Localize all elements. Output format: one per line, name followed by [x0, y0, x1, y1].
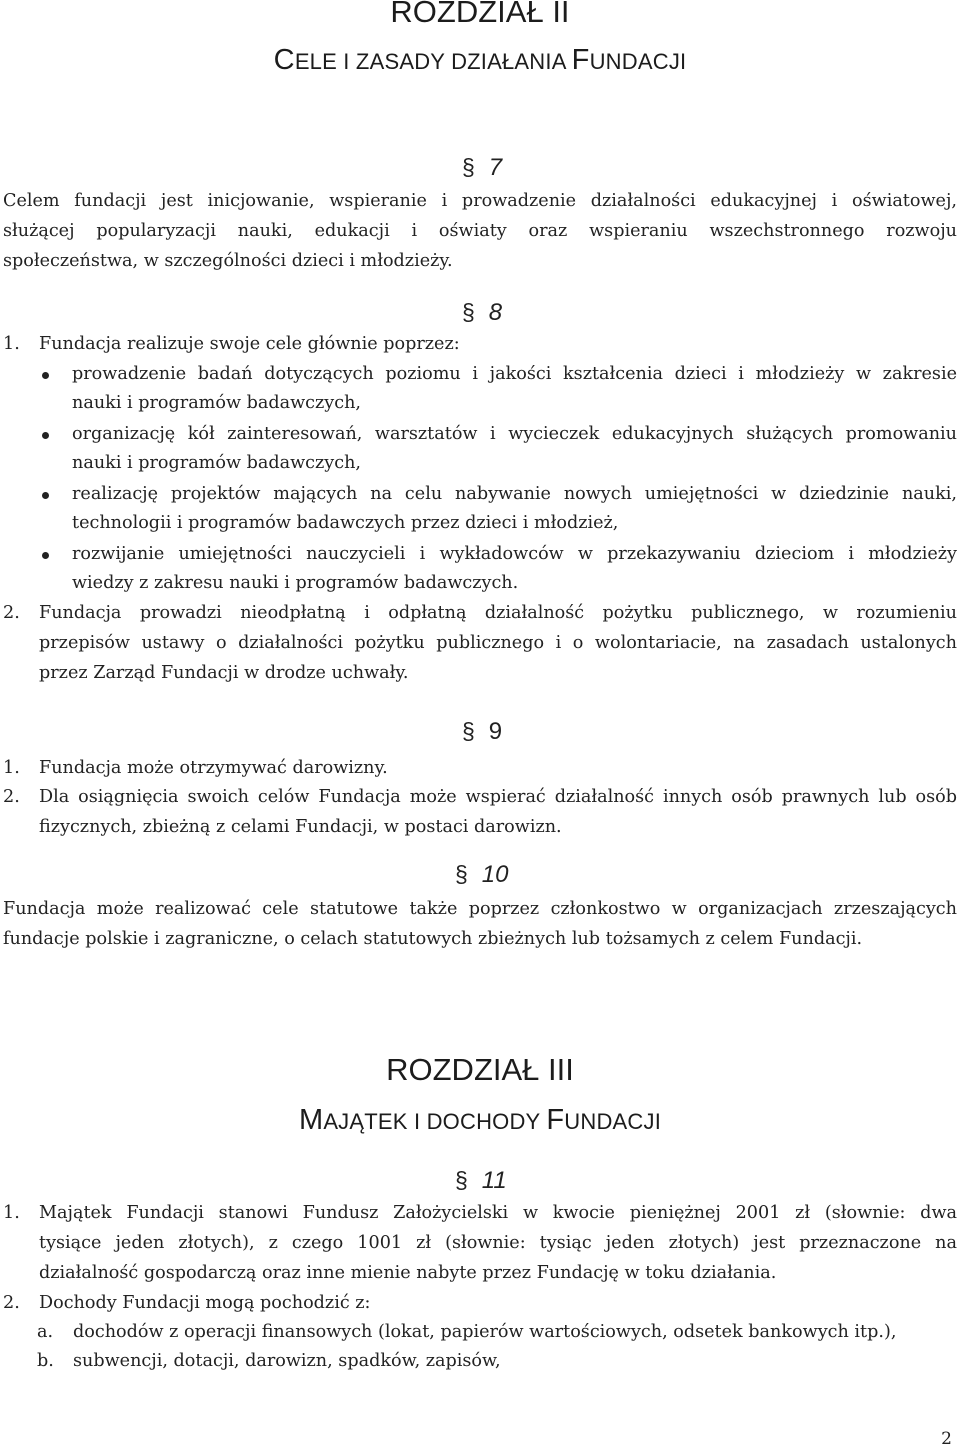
bullet-item: [0, 360, 960, 420]
section-sign-icon: §: [462, 299, 475, 325]
paragraph-line: fundacje polskie i zagraniczne, o celach statutowych zbieżnych lub tożsamych z celem Fundacji.: [3, 929, 863, 949]
section-number: 9: [488, 718, 503, 745]
bullet-item: [0, 420, 960, 480]
paragraph-line: służącej popularyzacji nauki, edukacji i oświaty oraz wspieraniu wszechstronnego rozwoju: [3, 221, 957, 241]
chapter-iii-subtitle: [0, 1104, 960, 1137]
paragraph-line: przepisów ustawy o działalności pożytku publicznego i o wolontariacie, na zasadach ustalonych: [39, 633, 957, 653]
section-8-item-2: [3, 599, 957, 689]
subtitle-smallcaps: AJĄTEK I DOCHODY: [323, 1109, 547, 1134]
subtitle-initial: F: [546, 1104, 565, 1136]
paragraph-line: Fundacja prowadzi nieodpłatną i odpłatną działalność pożytku publicznego, w rozumieniu: [39, 603, 957, 623]
section-8-bullet-list: [0, 360, 960, 600]
section-10-paragraph: [3, 895, 957, 955]
subtitle-initial: C: [273, 44, 295, 76]
bullet-item: [0, 540, 960, 600]
item-number: 1.: [3, 1203, 20, 1223]
paragraph-line: tysiące jeden złotych), z czego 1001 zł (słownie: tysiąc jeden złotych) jest przeznaczone na: [39, 1233, 957, 1253]
paragraph-line: Dla osiągnięcia swoich celów Fundacja może wspierać działalność innych osób prawnych lub osób: [39, 787, 957, 807]
item-number: 2.: [3, 1293, 20, 1313]
section-7-heading: [462, 154, 502, 182]
bullet-line: rozwijanie umiejętności nauczycieli i wykładowców w przekazywaniu dzieciom i młodzieży: [72, 544, 957, 564]
section-sign-icon: §: [455, 861, 468, 887]
subitem-letter: b.: [37, 1351, 54, 1371]
bullet-line: nauki i programów badawczych,: [72, 453, 362, 473]
section-sign-icon: §: [462, 154, 475, 180]
section-7-paragraph: [3, 187, 957, 277]
paragraph-line: Majątek Fundacji stanowi Fundusz Założycielski w kwocie pieniężnej 2001 zł (słownie: dwa: [39, 1203, 957, 1223]
section-number: 7: [488, 154, 503, 181]
chapter-ii-subtitle: [0, 44, 960, 77]
item-text: Dochody Fundacji mogą pochodzić z:: [39, 1293, 371, 1313]
paragraph-line: przez Zarząd Fundacji w drodze uchwały.: [39, 663, 409, 683]
subtitle-initial: M: [298, 1104, 324, 1136]
section-11-subitem-b: [3, 1347, 957, 1377]
bullet-line: organizację kół zainteresowań, warsztatów i wycieczek edukacyjnych służących promowaniu: [72, 424, 957, 444]
bullet-line: wiedzy z zakresu nauki i programów badawczych.: [72, 573, 519, 593]
section-10-heading: [455, 861, 509, 889]
section-8-heading: [462, 299, 502, 327]
subtitle-smallcaps: UNDACJI: [589, 49, 687, 74]
subitem-letter: a.: [37, 1322, 54, 1342]
section-sign-icon: §: [455, 1167, 468, 1193]
section-9-item-1: [3, 754, 957, 784]
subitem-text: dochodów z operacji finansowych (lokat, papierów wartościowych, odsetek bankowych itp.),: [73, 1322, 897, 1342]
subtitle-smallcaps: UNDACJI: [564, 1109, 662, 1134]
bullet-icon: [42, 432, 49, 439]
item-number: 2.: [3, 787, 20, 807]
section-sign-icon: §: [462, 718, 475, 744]
paragraph-line: Celem fundacji jest inicjowanie, wspieranie i prowadzenie działalności edukacyjnej i oświatowej,: [3, 191, 957, 211]
item-number: 1.: [3, 334, 20, 354]
bullet-icon: [42, 552, 49, 559]
section-9-heading: [462, 718, 502, 746]
chapter-ii-title: ROZDZIAŁ II: [390, 0, 570, 29]
paragraph-line: społeczeństwa, w szczególności dzieci i młodzieży.: [3, 251, 453, 271]
section-9-item-2: [3, 783, 957, 843]
bullet-line: technologii i programów badawczych przez dzieci i młodzież,: [72, 513, 619, 533]
bullet-item: [0, 480, 960, 540]
section-8-item-1: [3, 330, 957, 360]
section-number: 8: [488, 299, 503, 326]
bullet-icon: [42, 372, 49, 379]
section-11-subitem-a: [3, 1318, 957, 1348]
subtitle-initial: F: [571, 44, 590, 76]
paragraph-line: fizycznych, zbieżną z celami Fundacji, w postaci darowizn.: [39, 817, 562, 837]
section-11-item-2: [3, 1289, 957, 1319]
section-number: 10: [481, 861, 509, 888]
item-text: Fundacja może otrzymywać darowizny.: [39, 758, 388, 778]
bullet-line: nauki i programów badawczych,: [72, 393, 362, 413]
subitem-text: subwencji, dotacji, darowizn, spadków, zapisów,: [73, 1351, 501, 1371]
section-11-heading: [455, 1167, 507, 1195]
page-number: 2: [941, 1429, 952, 1449]
paragraph-line: działalność gospodarczą oraz inne mienie nabyte przez Fundację w toku działania.: [39, 1263, 777, 1283]
item-number: 1.: [3, 758, 20, 778]
section-11-item-1: [3, 1199, 957, 1289]
bullet-line: realizację projektów mających na celu nabywanie nowych umiejętności w dziedzinie nauki,: [72, 484, 957, 504]
item-number: 2.: [3, 603, 20, 623]
chapter-iii-title: ROZDZIAŁ III: [386, 1052, 574, 1087]
bullet-icon: [42, 492, 49, 499]
subtitle-smallcaps: ELE I ZASADY DZIAŁANIA: [294, 49, 572, 74]
item-text: Fundacja realizuje swoje cele głównie poprzez:: [39, 334, 460, 354]
paragraph-line: Fundacja może realizować cele statutowe także poprzez członkostwo w organizacjach zrzeszających: [3, 899, 957, 919]
bullet-line: prowadzenie badań dotyczących poziomu i jakości kształcenia dzieci i młodzieży w zakresie: [72, 364, 957, 384]
section-number: 11: [481, 1167, 507, 1194]
